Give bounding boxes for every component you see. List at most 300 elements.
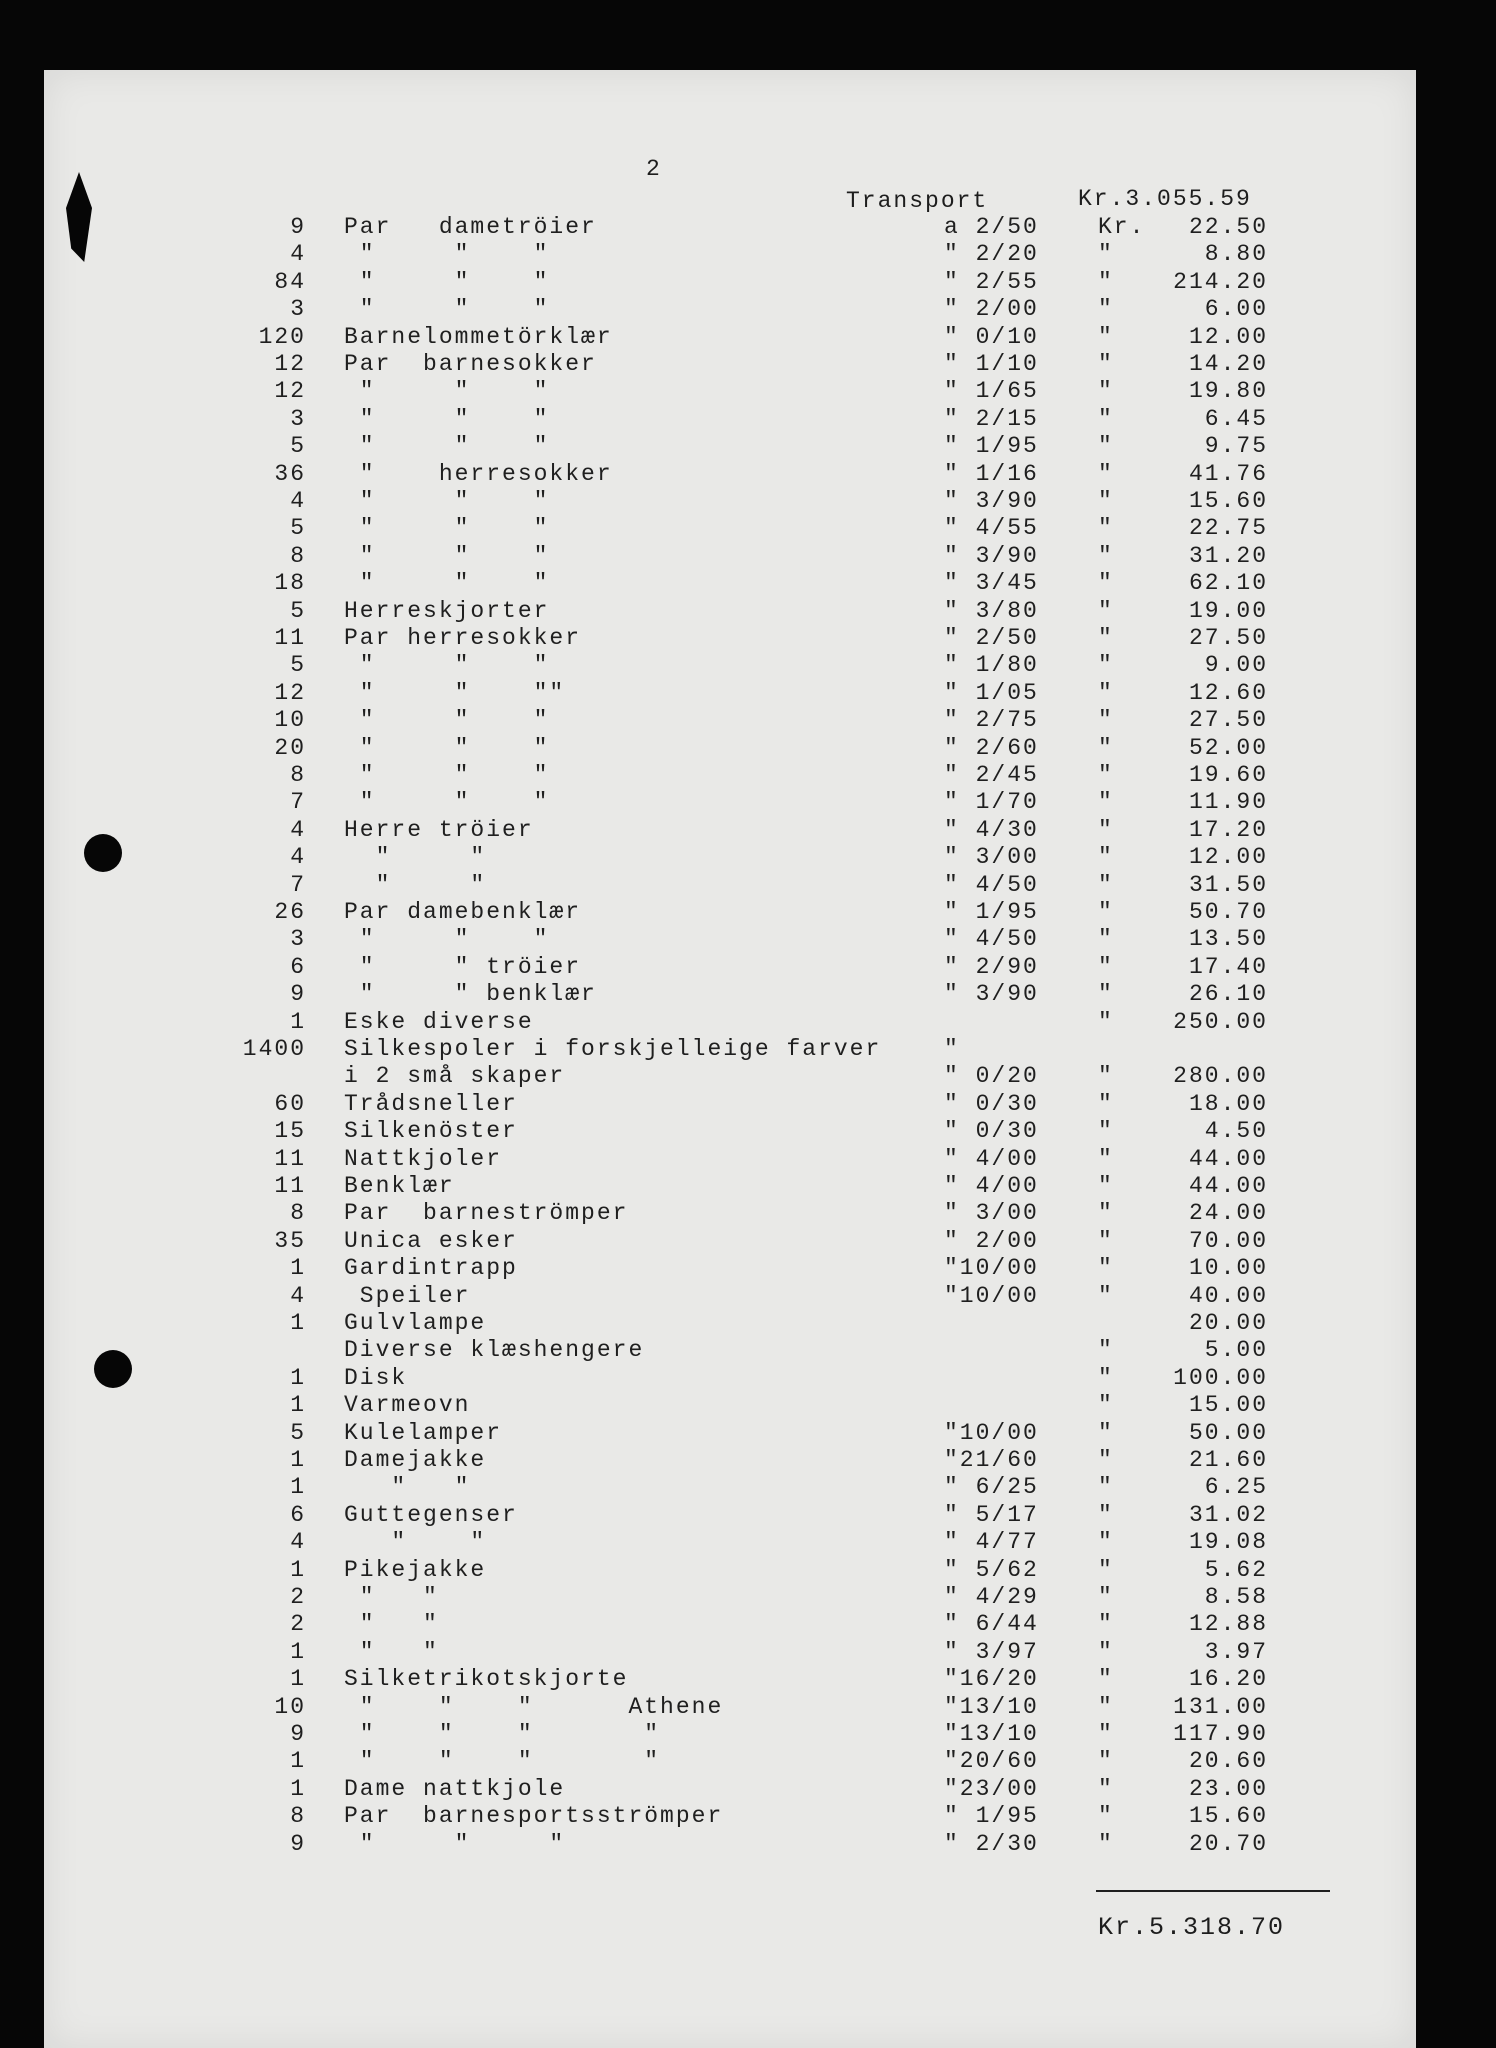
item-amount: 3.97 xyxy=(1204,1638,1268,1665)
item-currency: " xyxy=(1098,351,1114,377)
item-unit-price: " 5/62 xyxy=(944,1556,1039,1583)
item-amount: 12.88 xyxy=(1188,1611,1268,1638)
item-description: Kulelamper xyxy=(344,1419,503,1446)
item-currency: " xyxy=(1098,1173,1114,1199)
item-unit-price: "10/00 xyxy=(944,1282,1039,1309)
item-currency: " xyxy=(1098,1447,1114,1473)
item-currency: " xyxy=(1098,953,1114,980)
table-row xyxy=(0,515,1496,542)
table-row xyxy=(0,762,1496,789)
item-quantity: 2 xyxy=(290,1584,306,1610)
item-description: " " xyxy=(344,871,487,898)
item-amount: 31.02 xyxy=(1188,1501,1268,1528)
item-currency: " xyxy=(1098,899,1114,925)
item-unit-price: " 4/00 xyxy=(944,1145,1039,1172)
item-currency: " xyxy=(1098,1364,1114,1391)
item-currency: " xyxy=(1098,1666,1114,1693)
item-unit-price: " 1/10 xyxy=(944,351,1039,377)
item-description: Dame nattkjole xyxy=(344,1775,566,1802)
item-description: " " xyxy=(344,1474,471,1501)
item-amount: 15.60 xyxy=(1188,488,1268,514)
item-amount: 13.50 xyxy=(1188,926,1268,953)
table-row xyxy=(0,543,1496,570)
item-quantity: 6 xyxy=(290,953,306,980)
item-description: Par herresokker xyxy=(344,625,582,651)
item-amount: 19.60 xyxy=(1188,762,1268,788)
item-unit-price: " 1/05 xyxy=(944,679,1039,706)
item-amount: 22.50 xyxy=(1188,214,1268,240)
item-currency: " xyxy=(1098,1474,1114,1501)
item-quantity: 9 xyxy=(290,1830,306,1857)
table-row xyxy=(0,1557,1496,1584)
table-row xyxy=(0,1666,1496,1693)
item-description: " " xyxy=(344,1584,439,1610)
table-row xyxy=(0,817,1496,844)
item-description: Silkenöster xyxy=(344,1118,518,1145)
item-currency: " xyxy=(1098,323,1114,350)
item-quantity: 11 xyxy=(274,625,306,651)
table-row xyxy=(0,1091,1496,1118)
item-currency: " xyxy=(1098,789,1114,816)
item-description: Unica esker xyxy=(344,1227,518,1254)
item-amount: 4.50 xyxy=(1204,1118,1268,1145)
item-currency: " xyxy=(1098,460,1114,487)
page-number: 2 xyxy=(646,156,662,182)
item-unit-price: " 2/75 xyxy=(944,707,1039,734)
item-currency: " xyxy=(1098,241,1114,268)
item-unit-price: " 6/44 xyxy=(944,1611,1039,1638)
item-description: Varmeovn xyxy=(344,1392,471,1419)
item-currency: " xyxy=(1098,981,1114,1008)
item-amount: 20.00 xyxy=(1188,1310,1268,1336)
item-description: " " "" xyxy=(344,679,566,706)
item-amount: 14.20 xyxy=(1188,351,1268,377)
item-amount: 8.58 xyxy=(1204,1584,1268,1610)
item-currency: " xyxy=(1098,1227,1114,1254)
item-currency: " xyxy=(1098,1693,1114,1720)
item-description: Par barnesportsströmper xyxy=(344,1803,724,1830)
item-description: " " " xyxy=(344,926,550,953)
item-amount: 22.75 xyxy=(1188,515,1268,542)
item-currency: " xyxy=(1098,515,1114,542)
item-unit-price: " 0/10 xyxy=(944,323,1039,350)
item-quantity: 1 xyxy=(290,1310,306,1336)
item-unit-price: "23/00 xyxy=(944,1775,1039,1802)
item-quantity: 4 xyxy=(290,844,306,871)
item-description: " " " xyxy=(344,570,550,597)
item-unit-price: "10/00 xyxy=(944,1255,1039,1282)
table-row xyxy=(0,1063,1496,1090)
table-row xyxy=(0,1529,1496,1556)
item-quantity: 1 xyxy=(290,1775,306,1802)
item-amount: 62.10 xyxy=(1188,570,1268,597)
item-quantity: 5 xyxy=(290,1419,306,1446)
item-amount: 23.00 xyxy=(1188,1775,1268,1802)
item-amount: 19.08 xyxy=(1188,1529,1268,1556)
item-description: Silkespoler i forskjelleige farver xyxy=(344,1036,882,1062)
item-unit-price: " 0/30 xyxy=(944,1118,1039,1145)
table-row xyxy=(0,789,1496,816)
item-unit-price: " 1/95 xyxy=(944,899,1039,925)
item-quantity: 35 xyxy=(274,1227,306,1254)
table-row xyxy=(0,1365,1496,1392)
item-description: " herresokker xyxy=(344,460,613,487)
item-amount: 20.70 xyxy=(1188,1830,1268,1857)
item-unit-price: " 2/50 xyxy=(944,625,1039,651)
item-quantity: 5 xyxy=(290,652,306,679)
item-currency: " xyxy=(1098,816,1114,843)
item-description: Par dametröier xyxy=(344,214,597,240)
table-row xyxy=(0,570,1496,597)
item-amount: 9.00 xyxy=(1204,652,1268,679)
item-unit-price: " 1/16 xyxy=(944,460,1039,487)
item-quantity: 2 xyxy=(290,1611,306,1638)
item-unit-price: " 2/00 xyxy=(944,1227,1039,1254)
item-amount: 280.00 xyxy=(1173,1063,1268,1090)
table-row xyxy=(0,1776,1496,1803)
table-row xyxy=(0,1584,1496,1611)
item-currency: " xyxy=(1098,405,1114,432)
item-quantity: 1 xyxy=(290,1638,306,1665)
item-quantity: 8 xyxy=(290,1200,306,1227)
item-currency: " xyxy=(1098,1145,1114,1172)
item-amount: 19.00 xyxy=(1188,597,1268,624)
item-amount: 50.00 xyxy=(1188,1419,1268,1446)
table-row xyxy=(0,680,1496,707)
item-quantity: 18 xyxy=(274,570,306,597)
table-row xyxy=(0,625,1496,652)
item-quantity: 26 xyxy=(274,899,306,925)
item-unit-price: " 6/25 xyxy=(944,1474,1039,1501)
item-currency: " xyxy=(1098,707,1114,734)
item-unit-price: " 1/70 xyxy=(944,789,1039,816)
item-quantity: 9 xyxy=(290,981,306,1008)
item-unit-price: " 4/30 xyxy=(944,816,1039,843)
item-unit-price: " 0/30 xyxy=(944,1090,1039,1117)
item-description: " " xyxy=(344,1529,487,1556)
item-unit-price: " 4/77 xyxy=(944,1529,1039,1556)
table-row xyxy=(0,1803,1496,1830)
item-description: " " xyxy=(344,844,487,871)
item-unit-price: " 1/65 xyxy=(944,378,1039,405)
item-amount: 50.70 xyxy=(1188,899,1268,925)
item-amount: 21.60 xyxy=(1188,1447,1268,1473)
item-unit-price: " 2/15 xyxy=(944,405,1039,432)
table-row xyxy=(0,1036,1496,1063)
item-description: Barnelommetörklær xyxy=(344,323,613,350)
item-currency: " xyxy=(1098,1748,1114,1775)
item-unit-price: " 2/55 xyxy=(944,268,1039,295)
item-quantity: 8 xyxy=(290,542,306,569)
table-row xyxy=(0,378,1496,405)
item-unit-price: " 3/90 xyxy=(944,542,1039,569)
item-currency: " xyxy=(1098,488,1114,514)
item-currency: " xyxy=(1098,1200,1114,1227)
item-quantity: 12 xyxy=(274,378,306,405)
item-amount: 20.60 xyxy=(1188,1748,1268,1775)
table-row xyxy=(0,351,1496,378)
item-quantity: 8 xyxy=(290,1803,306,1830)
item-quantity: 5 xyxy=(290,433,306,460)
item-currency: " xyxy=(1098,1584,1114,1610)
item-quantity: 9 xyxy=(290,1721,306,1747)
table-row xyxy=(0,1721,1496,1748)
item-unit-price: " 5/17 xyxy=(944,1501,1039,1528)
item-unit-price: " 1/80 xyxy=(944,652,1039,679)
item-description: " " " xyxy=(344,268,550,295)
item-description: " " tröier xyxy=(344,953,582,980)
item-unit-price: " 2/60 xyxy=(944,734,1039,761)
item-quantity: 7 xyxy=(290,871,306,898)
item-description: " " " xyxy=(344,542,550,569)
item-description: " " " " xyxy=(344,1721,661,1747)
item-amount: 40.00 xyxy=(1188,1282,1268,1309)
table-row xyxy=(0,1283,1496,1310)
item-unit-price: " 4/50 xyxy=(944,871,1039,898)
item-unit-price: " 3/45 xyxy=(944,570,1039,597)
table-row xyxy=(0,1392,1496,1419)
item-currency: " xyxy=(1098,1255,1114,1282)
item-description: " " " xyxy=(344,515,550,542)
item-unit-price: "13/10 xyxy=(944,1721,1039,1747)
item-quantity: 4 xyxy=(290,241,306,268)
item-description: " " " xyxy=(344,1830,566,1857)
item-description: " " " xyxy=(344,734,550,761)
item-currency: " xyxy=(1098,1721,1114,1747)
item-currency: " xyxy=(1098,625,1114,651)
item-currency: " xyxy=(1098,1392,1114,1419)
table-row xyxy=(0,926,1496,953)
grand-total: Kr.5.318.70 xyxy=(1098,1913,1286,1942)
item-quantity: 11 xyxy=(274,1173,306,1199)
item-description: Par barnesokker xyxy=(344,351,597,377)
table-row xyxy=(0,1118,1496,1145)
item-currency: " xyxy=(1098,734,1114,761)
item-amount: 250.00 xyxy=(1173,1008,1268,1035)
item-quantity: 10 xyxy=(274,1693,306,1720)
item-currency: " xyxy=(1098,1063,1114,1090)
item-quantity: 4 xyxy=(290,1529,306,1556)
item-quantity: 1 xyxy=(290,1556,306,1583)
item-description: Herre tröier xyxy=(344,816,534,843)
table-row xyxy=(0,1255,1496,1282)
item-description: " " benklær xyxy=(344,981,597,1008)
item-unit-price: " 2/00 xyxy=(944,296,1039,323)
item-unit-price: "13/10 xyxy=(944,1693,1039,1720)
item-currency: " xyxy=(1098,1008,1114,1035)
item-description: Gardintrapp xyxy=(344,1255,518,1282)
item-amount: 6.45 xyxy=(1204,405,1268,432)
item-currency: " xyxy=(1098,1803,1114,1830)
item-currency: " xyxy=(1098,1501,1114,1528)
item-currency: " xyxy=(1098,268,1114,295)
table-row xyxy=(0,735,1496,762)
item-currency: " xyxy=(1098,652,1114,679)
item-quantity: 1 xyxy=(290,1748,306,1775)
item-quantity: 15 xyxy=(274,1118,306,1145)
item-unit-price: "20/60 xyxy=(944,1748,1039,1775)
item-amount: 12.00 xyxy=(1188,844,1268,871)
item-amount: 26.10 xyxy=(1188,981,1268,1008)
item-amount: 16.20 xyxy=(1188,1666,1268,1693)
item-quantity: 1 xyxy=(290,1008,306,1035)
item-unit-price: " 2/20 xyxy=(944,241,1039,268)
item-quantity: 5 xyxy=(290,515,306,542)
table-row xyxy=(0,598,1496,625)
item-amount: 27.50 xyxy=(1188,707,1268,734)
table-row xyxy=(0,1831,1496,1858)
item-description: Disk xyxy=(344,1364,408,1391)
item-currency: " xyxy=(1098,871,1114,898)
item-description: " " " xyxy=(344,488,550,514)
item-unit-price: "10/00 xyxy=(944,1419,1039,1446)
table-row xyxy=(0,1639,1496,1666)
item-unit-price: "21/60 xyxy=(944,1447,1039,1473)
item-quantity: 6 xyxy=(290,1501,306,1528)
item-quantity: 1 xyxy=(290,1392,306,1419)
table-row xyxy=(0,1228,1496,1255)
item-amount: 12.00 xyxy=(1188,323,1268,350)
item-currency: " xyxy=(1098,1830,1114,1857)
table-row xyxy=(0,1337,1496,1364)
item-currency: " xyxy=(1098,1282,1114,1309)
item-unit-price: " xyxy=(944,1036,960,1062)
item-currency: Kr. xyxy=(1098,214,1146,240)
item-amount: 19.80 xyxy=(1188,378,1268,405)
item-amount: 31.20 xyxy=(1188,542,1268,569)
table-row xyxy=(0,1146,1496,1173)
item-amount: 17.40 xyxy=(1188,953,1268,980)
table-row xyxy=(0,1173,1496,1200)
item-description: " " " xyxy=(344,378,550,405)
item-amount: 5.62 xyxy=(1204,1556,1268,1583)
item-quantity: 12 xyxy=(274,679,306,706)
item-description: Damejakke xyxy=(344,1447,487,1473)
table-row xyxy=(0,488,1496,515)
item-amount: 5.00 xyxy=(1204,1337,1268,1364)
item-unit-price: " 4/50 xyxy=(944,926,1039,953)
item-unit-price: "16/20 xyxy=(944,1666,1039,1693)
item-quantity: 8 xyxy=(290,762,306,788)
item-unit-price: " 3/90 xyxy=(944,981,1039,1008)
item-unit-price: " 2/90 xyxy=(944,953,1039,980)
item-quantity: 9 xyxy=(290,214,306,240)
item-description: Herreskjorter xyxy=(344,597,550,624)
item-quantity: 1 xyxy=(290,1447,306,1473)
item-quantity: 60 xyxy=(274,1090,306,1117)
table-row xyxy=(0,707,1496,734)
table-row xyxy=(0,296,1496,323)
item-amount: 27.50 xyxy=(1188,625,1268,651)
item-quantity: 5 xyxy=(290,597,306,624)
item-description: Trådsneller xyxy=(344,1090,518,1117)
item-quantity: 10 xyxy=(274,707,306,734)
item-currency: " xyxy=(1098,1611,1114,1638)
item-currency: " xyxy=(1098,433,1114,460)
item-unit-price: " 3/80 xyxy=(944,597,1039,624)
table-row xyxy=(0,1474,1496,1501)
item-description: " " " xyxy=(344,707,550,734)
item-quantity: 4 xyxy=(290,1282,306,1309)
item-description: " " " " xyxy=(344,1748,661,1775)
table-row xyxy=(0,872,1496,899)
item-quantity: 7 xyxy=(290,789,306,816)
item-unit-price: a 2/50 xyxy=(944,214,1039,240)
table-row xyxy=(0,1420,1496,1447)
item-unit-price: " 3/00 xyxy=(944,844,1039,871)
item-description: Speiler xyxy=(344,1282,471,1309)
item-amount: 18.00 xyxy=(1188,1090,1268,1117)
item-description: " " " xyxy=(344,241,550,268)
item-quantity: 4 xyxy=(290,816,306,843)
item-currency: " xyxy=(1098,1529,1114,1556)
total-rule xyxy=(1096,1890,1330,1892)
item-amount: 12.60 xyxy=(1188,679,1268,706)
item-amount: 41.76 xyxy=(1188,460,1268,487)
item-currency: " xyxy=(1098,1775,1114,1802)
item-amount: 15.00 xyxy=(1188,1392,1268,1419)
item-description: Benklær xyxy=(344,1173,455,1199)
table-row xyxy=(0,461,1496,488)
item-amount: 6.25 xyxy=(1204,1474,1268,1501)
table-row xyxy=(0,433,1496,460)
item-amount: 70.00 xyxy=(1188,1227,1268,1254)
item-currency: " xyxy=(1098,296,1114,323)
item-description: " " " xyxy=(344,762,550,788)
item-quantity: 3 xyxy=(290,296,306,323)
table-row xyxy=(0,214,1496,241)
item-currency: " xyxy=(1098,1337,1114,1364)
table-row xyxy=(0,406,1496,433)
item-currency: " xyxy=(1098,1556,1114,1583)
table-row xyxy=(0,1748,1496,1775)
item-amount: 24.00 xyxy=(1188,1200,1268,1227)
item-description: " " " xyxy=(344,296,550,323)
item-quantity: 20 xyxy=(274,734,306,761)
item-currency: " xyxy=(1098,1090,1114,1117)
item-description: Guttegenser xyxy=(344,1501,518,1528)
item-amount: 11.90 xyxy=(1188,789,1268,816)
item-amount: 52.00 xyxy=(1188,734,1268,761)
table-row xyxy=(0,1611,1496,1638)
item-unit-price: " 4/00 xyxy=(944,1173,1039,1199)
item-quantity: 1 xyxy=(290,1666,306,1693)
item-quantity: 12 xyxy=(274,351,306,377)
table-row xyxy=(0,1447,1496,1474)
item-unit-price: " 3/00 xyxy=(944,1200,1039,1227)
item-quantity: 4 xyxy=(290,488,306,514)
item-amount: 44.00 xyxy=(1188,1145,1268,1172)
item-currency: " xyxy=(1098,597,1114,624)
table-row xyxy=(0,899,1496,926)
item-currency: " xyxy=(1098,1419,1114,1446)
table-row xyxy=(0,1009,1496,1036)
item-unit-price: " 3/97 xyxy=(944,1638,1039,1665)
item-quantity: 1 xyxy=(290,1255,306,1282)
item-amount: 8.80 xyxy=(1204,241,1268,268)
item-currency: " xyxy=(1098,679,1114,706)
item-description: " " " xyxy=(344,652,550,679)
item-description: " " " Athene xyxy=(344,1693,724,1720)
table-row xyxy=(0,324,1496,351)
item-currency: " xyxy=(1098,762,1114,788)
item-description: " " xyxy=(344,1638,439,1665)
table-row xyxy=(0,981,1496,1008)
table-row xyxy=(0,1694,1496,1721)
item-quantity: 1 xyxy=(290,1474,306,1501)
item-description: Gulvlampe xyxy=(344,1310,487,1336)
item-unit-price: " 1/95 xyxy=(944,1803,1039,1830)
